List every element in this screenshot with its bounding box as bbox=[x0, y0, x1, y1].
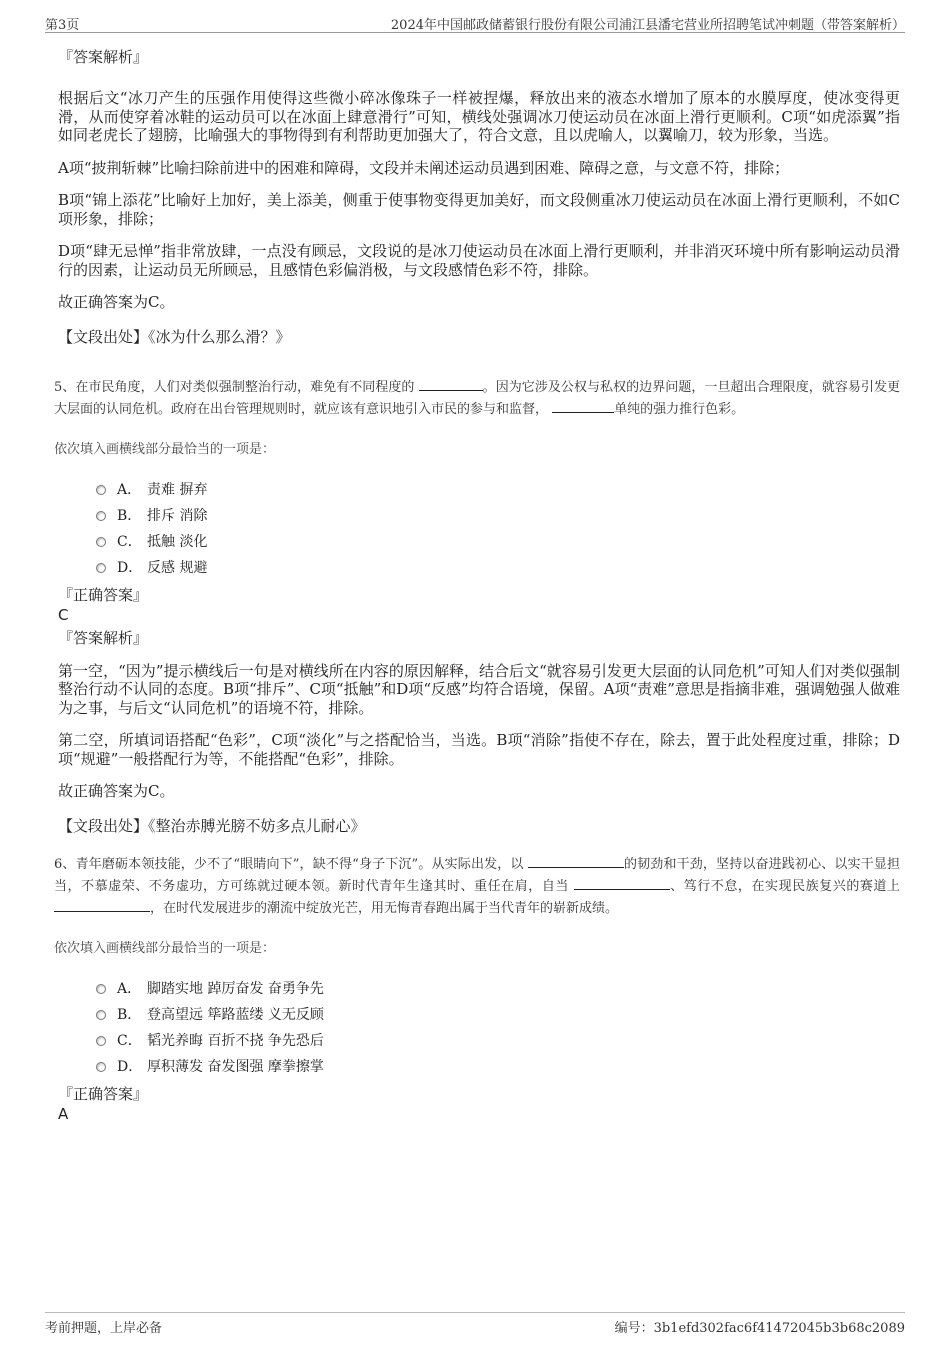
q5-stem: 5、在市民角度，人们对类似强制整治行动，难免有不同程度的 。因为它涉及公权与私权的边界问题，一旦超出合理限度，就容易引发更大层面的认同危机。政府在出台管理规则时，就应该有意识地引入市民的参与和监督， 单纯的强力推行色彩。 bbox=[54, 377, 900, 421]
blank bbox=[552, 399, 614, 413]
page-content bbox=[54, 46, 900, 1126]
q5-option-a[interactable]: A． 责难 摒弃 bbox=[96, 477, 900, 503]
q4-source: 【文段出处】《冰为什么那么滑？》 bbox=[58, 327, 291, 346]
radio-icon[interactable] bbox=[96, 1010, 106, 1020]
q6-options bbox=[58, 976, 900, 1080]
page-header bbox=[45, 12, 905, 33]
q5-analysis-para: 第二空，所填词语搭配“色彩”，C项“淡化”与之搭配恰当，当选。B项“消除”指使不存在，除去，置于此处程度过重，排除；D项“规避”一般搭配行为等，不能搭配“色彩”，排除。 bbox=[58, 731, 900, 768]
q4-analysis-para: D项“肆无忌惮”指非常放肆，一点没有顾忌，文段说的是冰刀使运动员在冰面上滑行更顺利，并非消灭环境中所有影响运动员滑行的因素，让运动员无所顾忌，且感情色彩偏消极，与文段感情色彩不符，排除。 bbox=[58, 242, 900, 279]
radio-icon[interactable] bbox=[96, 1062, 106, 1072]
blank bbox=[528, 854, 624, 868]
page-footer bbox=[45, 1312, 905, 1336]
q5-options bbox=[58, 477, 900, 581]
radio-icon[interactable] bbox=[96, 984, 106, 994]
q5-option-c[interactable]: C． 抵触 淡化 bbox=[96, 529, 900, 555]
q4-analysis-para: A项“披荆斩棘”比喻扫除前进中的困难和障碍，文段并未阐述运动员遇到困难、障碍之意，与文意不符，排除； bbox=[58, 158, 790, 177]
q5-option-b[interactable]: B． 排斥 消除 bbox=[96, 503, 900, 529]
radio-icon[interactable] bbox=[96, 563, 106, 573]
page-number: 第3页 bbox=[45, 18, 80, 33]
q4-analysis-para: 根据后文“冰刀产生的压强作用使得这些微小碎冰像珠子一样被捏爆，释放出来的液态水增加了原本的水膜厚度，使冰变得更滑，从而使穿着冰鞋的运动员可以在冰面上肆意滑行”可知，横线处强调冰刀使运动员在冰面上滑行更顺利。C项“如虎添翼”指如同老虎长了翅膀，比喻强大的事物得到有利帮助更加强大了，符合文意，且以虎喻人，以翼喻刀，较为形象，当选。 bbox=[58, 89, 900, 144]
footer-slogan: 考前押题，上岸必备 bbox=[45, 1321, 163, 1336]
document-title: 2024年中国邮政储蓄银行股份有限公司浦江县潘宅营业所招聘笔试冲刺题（带答案解析） bbox=[390, 18, 905, 33]
q6-correct-answer: A bbox=[58, 1104, 69, 1123]
q6-option-c[interactable]: C． 韬光养晦 百折不挠 争先恐后 bbox=[96, 1028, 900, 1054]
q6-option-d[interactable]: D． 厚积薄发 奋发图强 摩拳擦掌 bbox=[96, 1054, 900, 1080]
q4-conclusion: 故正确答案为C。 bbox=[58, 293, 175, 311]
q5-conclusion: 故正确答案为C。 bbox=[58, 782, 175, 800]
q6-stem: 6、青年磨砺本领技能，少不了“眼睛向下”，缺不得“身子下沉”。从实际出发，以 的韧劲和干劲，坚持以奋进践初心、以实干显担当，不慕虚荣、不务虚功，方可练就过硬本领。新时代青年生逢其时、重任在肩，自当 、笃行不怠，在实现民族复兴的赛道上 ，在时代发展进步的潮流中绽放光芒，用无悔青春跑出属于当代青年的崭新成绩。 bbox=[54, 854, 900, 920]
q6-option-a[interactable]: A． 脚踏实地 踔厉奋发 奋勇争先 bbox=[96, 976, 900, 1002]
q6-option-b[interactable]: B． 登高望远 筚路蓝缕 义无反顾 bbox=[96, 1002, 900, 1028]
q6-correct-label: 『正确答案』 bbox=[58, 1084, 149, 1103]
q5-source: 【文段出处】《整治赤膊光膀不妨多点儿耐心》 bbox=[58, 816, 366, 835]
q6-prompt: 依次填入画横线部分最恰当的一项是： bbox=[54, 940, 276, 956]
q4-analysis-para: B项“锦上添花”比喻好上加好，美上添美，侧重于使事物变得更加美好，而文段侧重冰刀使运动员在冰面上滑行更顺利，不如C项形象，排除； bbox=[58, 191, 900, 228]
radio-icon[interactable] bbox=[96, 485, 106, 495]
q5-option-d[interactable]: D． 反感 规避 bbox=[96, 555, 900, 581]
radio-icon[interactable] bbox=[96, 537, 106, 547]
q5-correct-answer: C bbox=[58, 605, 69, 624]
q5-correct-label: 『正确答案』 bbox=[58, 585, 149, 604]
q5-analysis-label: 『答案解析』 bbox=[58, 628, 149, 647]
radio-icon[interactable] bbox=[96, 1036, 106, 1046]
blank bbox=[419, 377, 483, 391]
blank bbox=[574, 876, 670, 890]
blank bbox=[54, 898, 150, 912]
q4-analysis-label: 『答案解析』 bbox=[58, 48, 149, 66]
q5-prompt: 依次填入画横线部分最恰当的一项是： bbox=[54, 441, 276, 457]
document-id: 编号：3b1efd302fac6f41472045b3b68c2089 bbox=[614, 1321, 905, 1336]
q5-analysis-para: 第一空，“因为”提示横线后一句是对横线所在内容的原因解释，结合后文“就容易引发更大层面的认同危机”可知人们对类似强制整治行动不认同的态度。B项“排斥”、C项“抵触”和D项“反感”均符合语境，保留。A项“责难”意思是指摘非难，强调勉强人做难为之事，与后文“认同危机”的语境不符，排除。 bbox=[58, 661, 900, 717]
radio-icon[interactable] bbox=[96, 511, 106, 521]
